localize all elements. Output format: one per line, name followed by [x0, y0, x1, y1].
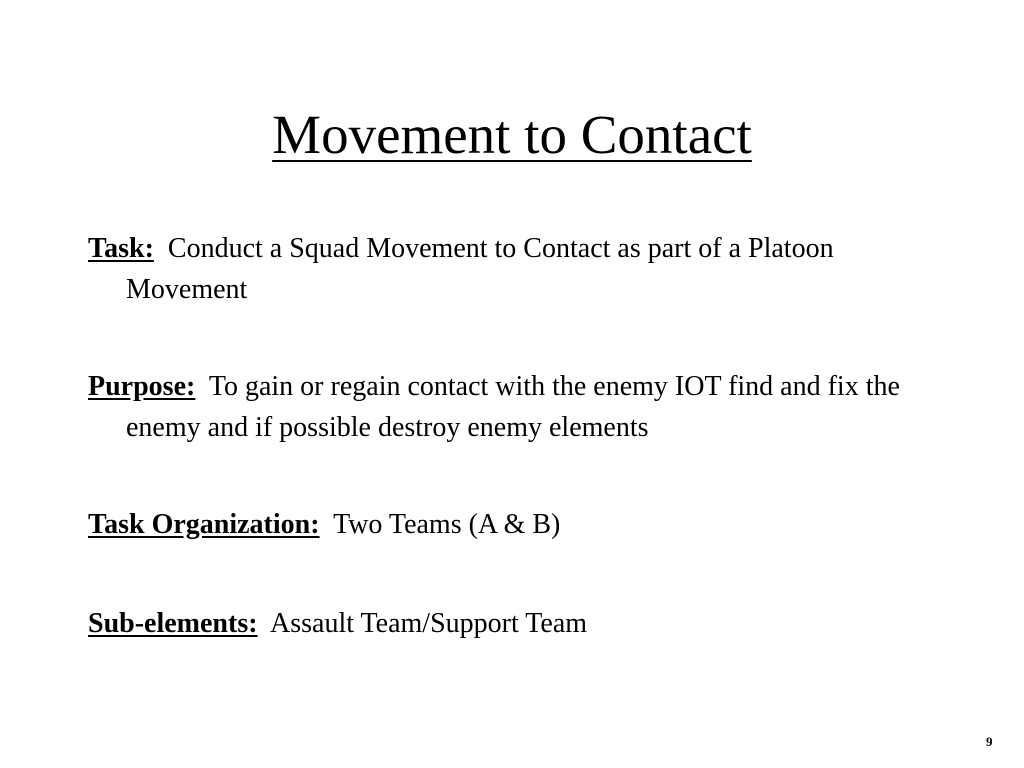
task-item — [88, 228, 948, 310]
slide-title: Movement to Contact — [272, 104, 752, 165]
purpose-item — [88, 366, 948, 448]
task-organization-label: Task Organization: — [88, 509, 320, 540]
sub-elements-text: Assault Team/Support Team — [270, 608, 588, 639]
sub-elements-item — [88, 603, 948, 644]
task-organization-text: Two Teams (A & B) — [333, 509, 561, 540]
task-text: Conduct a Squad Movement to Contact as part of a Platoon Movement — [126, 233, 834, 305]
task-organization-item — [88, 504, 948, 545]
purpose-text: To gain or regain contact with the enemy IOT find and fix the enemy and if possible destroy enemy elements — [126, 371, 900, 443]
sub-elements-label: Sub-elements: — [88, 608, 258, 639]
purpose-label: Purpose: — [88, 371, 196, 402]
page-number: 9 — [986, 734, 993, 749]
slide-content — [88, 228, 948, 644]
task-label: Task: — [88, 233, 154, 264]
